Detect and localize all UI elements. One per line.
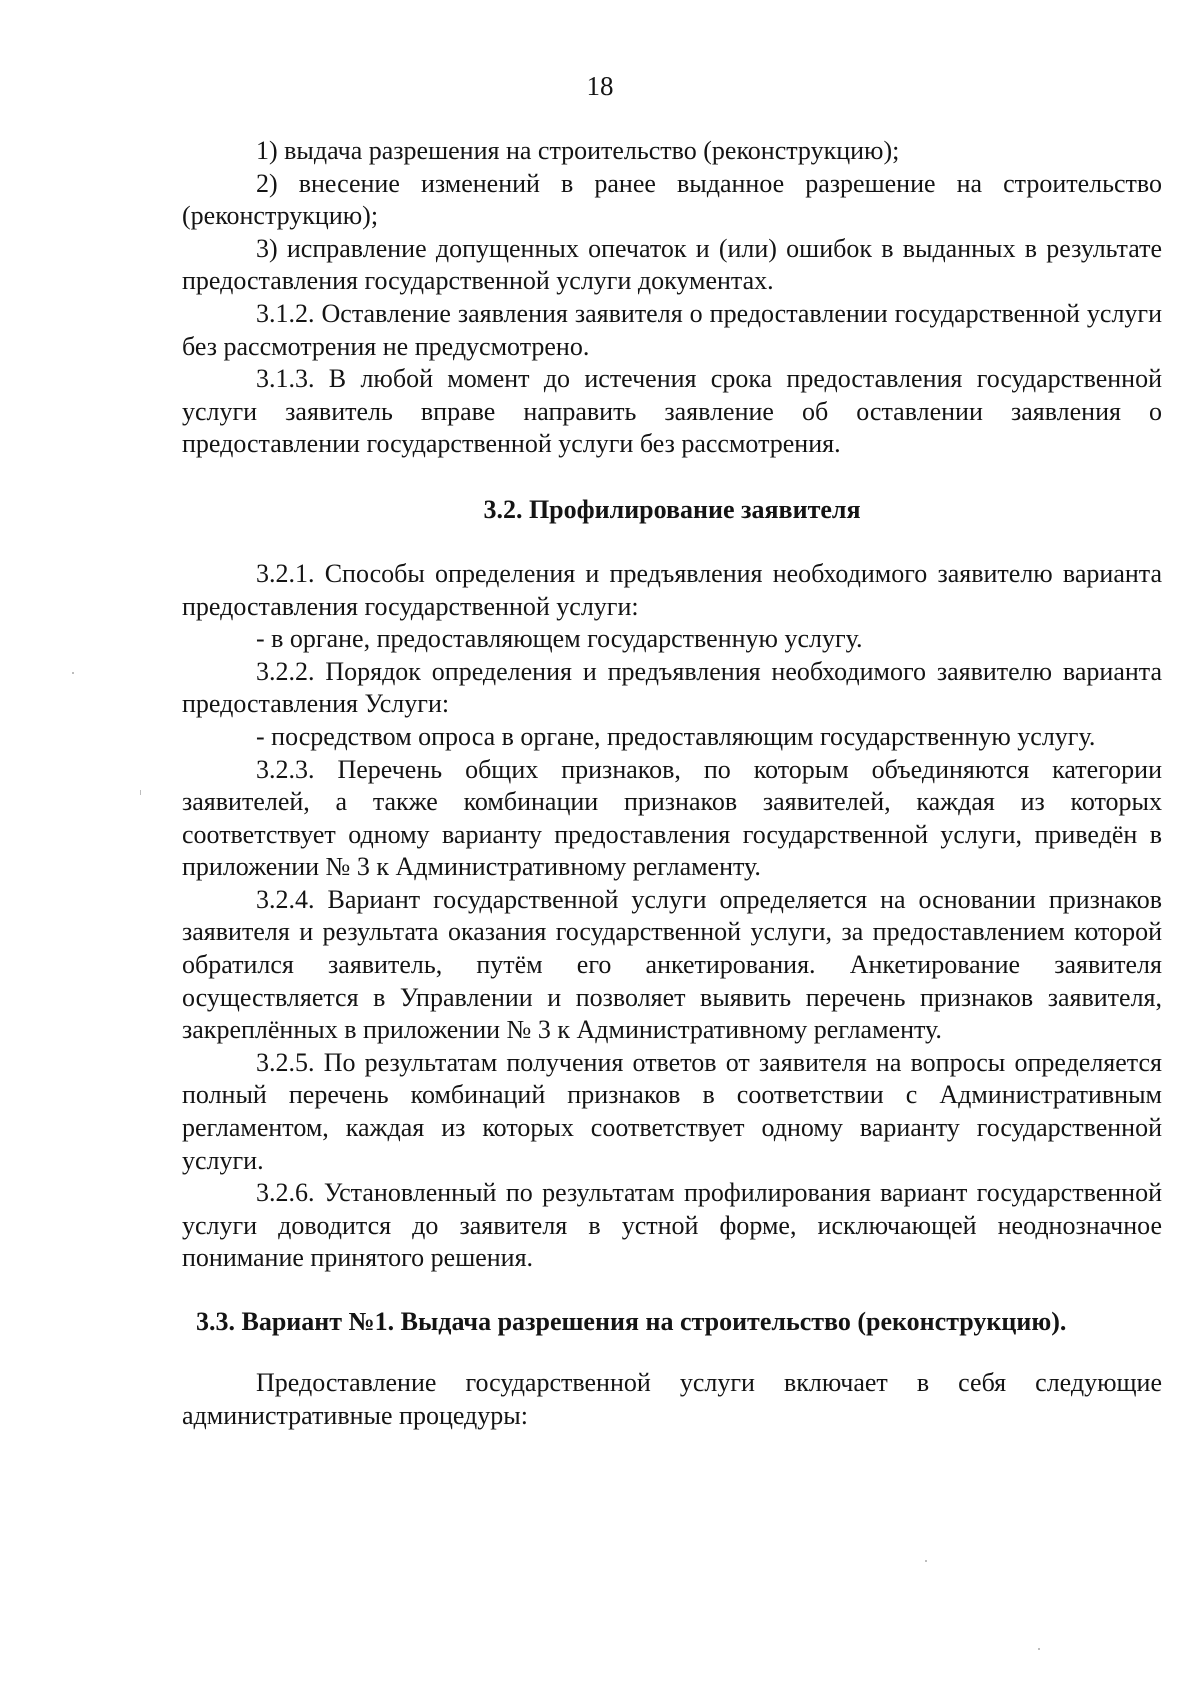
paragraph-1: 1) выдача разрешения на строительство (реконструкцию); (256, 136, 900, 165)
scan-speck (72, 672, 74, 674)
paragraph-3-2-5: 3.2.5. По результатам получения ответов от заявителя на вопросы определяется полный перечень комбинаций признаков в соответствии с Административным регламентом, каждая из которых соответствует одному варианту государственной услуги. (182, 1047, 1162, 1175)
list-item-survey: - посредством опроса в органе, предоставляющим государственную услугу. (256, 721, 1096, 751)
scan-speck (1038, 1648, 1040, 1650)
section-heading-3-2: 3.2. Профилирование заявителя (483, 494, 861, 524)
section-heading-3-3: 3.3. Вариант №1. Выдача разрешения на строительство (реконструкцию). (196, 1307, 1067, 1336)
paragraph-3-1-3: 3.1.3. В любой момент до истечения срока предоставления государственной услуги заявитель вправе направить заявление об оставлении заявления о предоставлении государственной услуги без рассмотрения. (182, 364, 1162, 459)
paragraph-2: 2) внесение изменений в ранее выданное разрешение на строительство (реконструкцию); (182, 168, 1162, 231)
scan-speck (140, 790, 141, 795)
paragraph-3-1-2: 3.1.2. Оставление заявления заявителя о предоставлении государственной услуги без рассмотрения не предусмотрено. (182, 298, 1162, 361)
paragraph-3-2-1: 3.2.1. Способы определения и предъявления необходимого заявителю варианта предоставления государственной услуги: (182, 558, 1162, 621)
document-body (182, 135, 1162, 1432)
paragraph-procedures-intro: Предоставление государственной услуги включает в себя следующие административные процедуры: (182, 1368, 1162, 1430)
scan-speck (925, 1560, 927, 1562)
paragraph-3-2-3: 3.2.3. Перечень общих признаков, по которым объединяются категории заявителей, а также комбинации признаков заявителей, каждая из которых соответствует одному варианту предоставления государственной услуги, приведён в приложении № 3 к Административному регламенту. (182, 754, 1162, 882)
paragraph-3-2-6: 3.2.6. Установленный по результатам профилирования вариант государственной услуги доводится до заявителя в устной форме, исключающей неоднозначное понимание принятого решения. (182, 1178, 1162, 1273)
paragraph-3-2-4: 3.2.4. Вариант государственной услуги определяется на основании признаков заявителя и результата оказания государственной услуги, за предоставлением которой обратился заявитель, путём его анкетирования. Анкетирование заявителя осуществляется в Управлении и позволяет выявить перечень признаков заявителя, закреплённых в приложении № 3 к Административному регламенту. (182, 884, 1162, 1045)
list-item-in-organ: - в органе, предоставляющем государственную услугу. (256, 624, 863, 654)
paragraph-3: 3) исправление допущенных опечаток и (или) ошибок в выданных в результате предоставления государственной услуги документах. (182, 233, 1162, 296)
page-number: 18 (586, 71, 614, 101)
paragraph-3-2-2: 3.2.2. Порядок определения и предъявления необходимого заявителю варианта предоставления Услуги: (182, 656, 1162, 719)
